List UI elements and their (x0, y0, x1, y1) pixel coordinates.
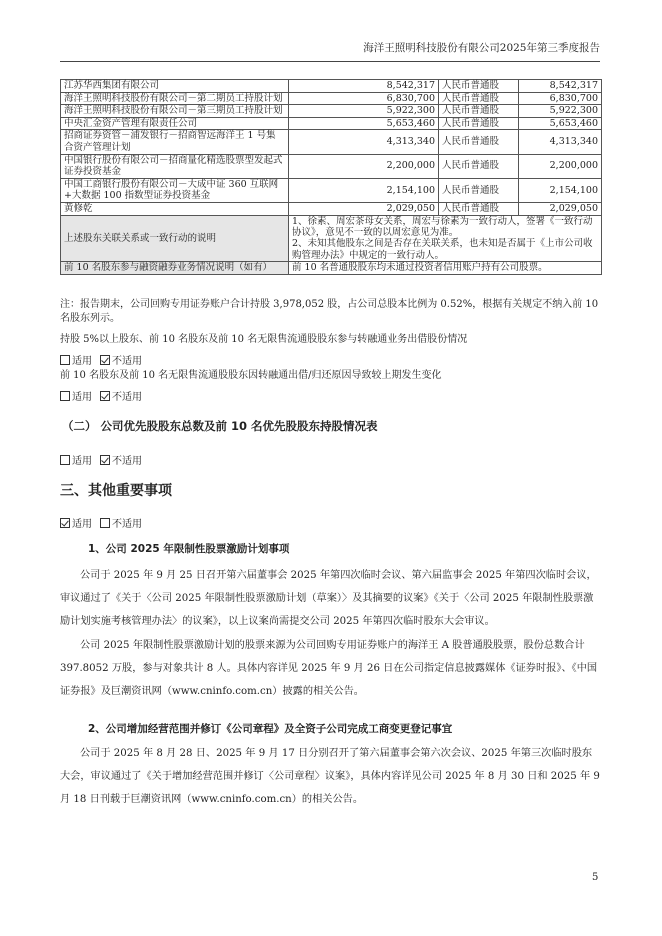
margin-text: 前 10 名普通股股东均未通过投资者信用账户持有公司股票。 (289, 262, 602, 275)
shares-held: 8,542,317 (289, 80, 439, 93)
shareholder-name: 黄修乾 (61, 202, 289, 215)
shares-held: 6,830,700 (289, 92, 439, 105)
checkbox-unchecked-icon[interactable] (100, 518, 110, 528)
table-row (61, 154, 602, 178)
checkbox-checked-icon[interactable] (100, 355, 110, 365)
shareholder-name: 江苏华西集团有限公司 (61, 80, 289, 93)
page-number: 5 (592, 872, 599, 883)
share-quantity: 8,542,317 (519, 80, 602, 93)
option-label: 不适用 (112, 392, 142, 403)
margin-label: 前 10 名股东参与融资融券业务情况说明（如有） (61, 262, 289, 275)
option-label: 适用 (72, 519, 92, 530)
shares-held: 5,922,300 (289, 105, 439, 118)
shares-held: 2,200,000 (289, 154, 439, 178)
change-title: 前 10 名股东及前 10 名无限售流通股股东因转融通出借/归还原因导致较上期发生变化 (60, 370, 442, 381)
share-quantity: 5,653,460 (519, 117, 602, 130)
share-quantity: 4,313,340 (519, 130, 602, 154)
lending-options (60, 352, 142, 367)
table-row (61, 117, 602, 130)
share-type: 人民币普通股 (439, 105, 519, 118)
share-quantity: 2,029,050 (519, 202, 602, 215)
preferred-heading: （二） 公司优先股股东总数及前 10 名优先股股东持股情况表 (62, 419, 378, 433)
share-type: 人民币普通股 (439, 80, 519, 93)
table-row (61, 80, 602, 93)
share-type: 人民币普通股 (439, 92, 519, 105)
share-type: 人民币普通股 (439, 202, 519, 215)
checkbox-unchecked-icon[interactable] (60, 355, 70, 365)
table-row (61, 178, 602, 202)
item1-paragraph-1: 公司于 2025 年 9 月 25 日召开第六届董事会 2025 年第四次临时会议、第六届监事会 2025 年第四次临时会议，审议通过了《关于〈公司 2025 年限制性股票激励计划（草案）〉及其摘要的议案》《关于〈公司 2025 年限制性股票激励计划实施考核管理办法〉的议案》，以上议案尚需提交公司 2025 年第四次临时股东大会审议。 (60, 570, 597, 627)
option-label: 不适用 (112, 519, 142, 530)
relation-text (289, 215, 602, 262)
share-quantity: 6,830,700 (519, 92, 602, 105)
top-shareholders-table (60, 79, 602, 275)
shares-held: 4,313,340 (289, 130, 439, 154)
shareholder-name: 中国工商银行股份有限公司－大成中证 360 互联网+大数据 100 指数型证券投资基金 (61, 178, 289, 202)
item1-paragraph-2: 公司 2025 年限制性股票激励计划的股票来源为公司回购专用证券账户的海洋王 A 股普通股股票，股份总数合计 397.8052 万股，参与对象共计 8 人。具体内容详见 2025 年 9 月 26 日在公司指定信息披露媒体《证券时报》、《中国证券报》及巨潮资讯网（www.cninfo.com.cn）披露的相关公告。 (60, 640, 598, 697)
shareholder-name: 中国银行股份有限公司－招商量化精选股票型发起式证券投资基金 (61, 154, 289, 178)
lending-title: 持股 5%以上股东、前 10 名股东及前 10 名无限售流通股股东参与转融通业务出借股份情况 (60, 334, 468, 345)
table-row (61, 92, 602, 105)
share-quantity: 5,922,300 (519, 105, 602, 118)
section3-heading: 三、其他重要事项 (60, 483, 172, 499)
share-quantity: 2,200,000 (519, 154, 602, 178)
checkbox-unchecked-icon[interactable] (60, 455, 70, 465)
shareholder-name: 中央汇金资产管理有限责任公司 (61, 117, 289, 130)
table-row-relation (61, 215, 602, 262)
repurchase-note: 注：报告期末，公司回购专用证券账户合计持股 3,978,052 股，占公司总股本比例为 0.52%，根据有关规定不纳入前 10 名股东列示。 (60, 299, 599, 324)
option-label: 不适用 (112, 456, 142, 467)
checkbox-checked-icon[interactable] (100, 455, 110, 465)
shares-held: 5,653,460 (289, 117, 439, 130)
table-row (61, 130, 602, 154)
share-type: 人民币普通股 (439, 117, 519, 130)
item2-heading: 2、公司增加经营范围并修订《公司章程》及全资子公司完成工商变更登记事宜 (88, 723, 453, 735)
option-label: 适用 (72, 456, 92, 467)
share-type: 人民币普通股 (439, 178, 519, 202)
shares-held: 2,154,100 (289, 178, 439, 202)
checkbox-unchecked-icon[interactable] (60, 391, 70, 401)
option-label: 适用 (72, 392, 92, 403)
checkbox-checked-icon[interactable] (100, 391, 110, 401)
section3-options (60, 515, 142, 530)
item2-paragraph-1: 公司于 2025 年 8 月 28 日、2025 年 9 月 17 日分别召开了第六届董事会第六次会议、2025 年第三次临时股东大会，审议通过了《关于增加经营范围并修订〈公司章程〉议案》，具体内容详见公司 2025 年 8 月 30 日和 2025 年 9 月 18 日刊载于巨潮资讯网（www.cninfo.com.cn）的相关公告。 (60, 748, 600, 805)
shareholder-name: 海洋王照明科技股份有限公司－第三期员工持股计划 (61, 105, 289, 118)
table-row (61, 202, 602, 215)
shareholder-name: 招商证券资管－浦发银行－招商智远海洋王 1 号集合资产管理计划 (61, 130, 289, 154)
change-options (60, 388, 142, 403)
shareholder-name: 海洋王照明科技股份有限公司－第二期员工持股计划 (61, 92, 289, 105)
share-type: 人民币普通股 (439, 130, 519, 154)
relation-line: 1、徐素、周宏茶母女关系，周宏与徐素为一致行动人，签署《一致行动协议》，意见不一致的以周宏意见为准。 2、未知其他股东之间是否存在关联关系，也未知是否属于《上市公司收购管理办法》中规定的一致行动人。 (292, 215, 593, 261)
table-row (61, 105, 602, 118)
checkbox-checked-icon[interactable] (60, 518, 70, 528)
preferred-options (60, 452, 142, 467)
option-label: 不适用 (112, 356, 142, 367)
relation-label: 上述股东关联关系或一致行动的说明 (61, 215, 289, 262)
share-quantity: 2,154,100 (519, 178, 602, 202)
shares-held: 2,029,050 (289, 202, 439, 215)
item1-heading: 1、公司 2025 年限制性股票激励计划事项 (88, 543, 290, 555)
share-type: 人民币普通股 (439, 154, 519, 178)
option-label: 适用 (72, 356, 92, 367)
table-row-margin (61, 262, 602, 275)
page-header: 海洋王照明科技股份有限公司2025年第三季度报告 (60, 40, 600, 62)
